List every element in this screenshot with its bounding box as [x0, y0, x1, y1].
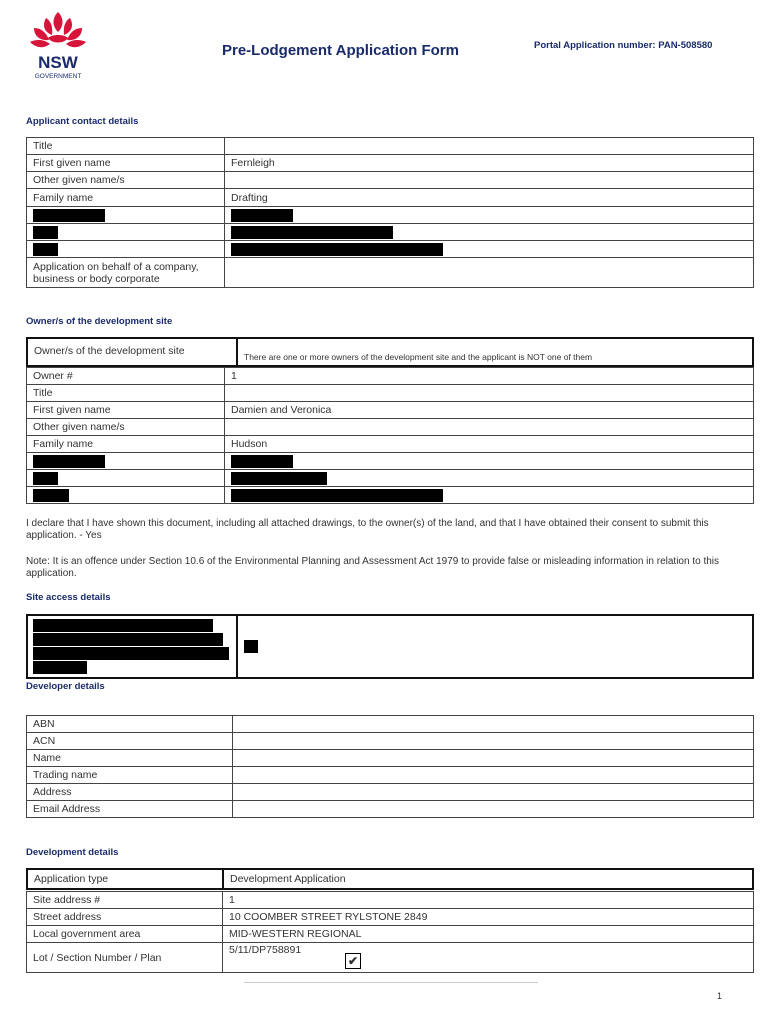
field-value: [233, 733, 754, 750]
field-value: Hudson: [225, 436, 754, 453]
field-label: First given name: [27, 402, 225, 419]
page-number: 1: [716, 991, 722, 1001]
table-row: [27, 155, 754, 172]
development-site-table: [26, 891, 754, 973]
form-title: Pre-Lodgement Application Form: [222, 42, 459, 59]
table-row: [27, 419, 754, 436]
field-value: [233, 801, 754, 818]
table-row: [27, 402, 754, 419]
table-row: [27, 733, 754, 750]
field-label: Title: [27, 385, 225, 402]
field-label: Site address #: [27, 892, 223, 909]
field-label: Application type: [27, 869, 223, 889]
field-label: Email Address: [27, 801, 233, 818]
field-label: First given name: [27, 155, 225, 172]
portal-application-number: Portal Application number: PAN-508580: [534, 40, 713, 51]
redacted-value: [237, 615, 753, 678]
field-label: Other given name/s: [27, 172, 225, 189]
field-value: [233, 750, 754, 767]
table-row: [27, 767, 754, 784]
field-value: [233, 767, 754, 784]
table-row: [27, 138, 754, 155]
field-label: Lot / Section Number / Plan: [27, 943, 223, 973]
redacted-label: [27, 487, 225, 504]
redacted-label: [27, 241, 225, 258]
table-row: [27, 338, 753, 366]
owner-consent-declaration: I declare that I have shown this document, including all attached drawings, to the owner(s) of the land, and that I have obtained their consent to submit this application. - Yes: [26, 518, 709, 541]
site-access-table: [26, 614, 754, 679]
field-value: [233, 784, 754, 801]
table-row: [27, 909, 754, 926]
field-value: 1: [223, 892, 754, 909]
redacted-value: [225, 241, 754, 258]
field-label: Application on behalf of a company, business or body corporate: [27, 258, 225, 288]
development-type-table: [26, 868, 754, 890]
footer-divider: [244, 982, 538, 983]
field-value: [225, 385, 754, 402]
table-row: [27, 224, 754, 241]
field-label: Family name: [27, 436, 225, 453]
table-row: [27, 926, 754, 943]
redacted-label: [27, 224, 225, 241]
field-label: Owner/s of the development site: [27, 338, 237, 366]
field-value: [233, 716, 754, 733]
table-row: [27, 241, 754, 258]
table-row: [27, 368, 754, 385]
field-value: [225, 258, 754, 288]
field-value: Damien and Veronica: [225, 402, 754, 419]
nsw-government-logo: [22, 10, 94, 88]
field-value: 5/11/DP758891: [229, 944, 302, 956]
checkbox-checked-icon[interactable]: ✔: [345, 953, 361, 969]
table-row: [27, 258, 754, 288]
table-row: [27, 892, 754, 909]
field-value: [225, 419, 754, 436]
redacted-label: [27, 615, 237, 678]
table-row: [27, 716, 754, 733]
field-label: Name: [27, 750, 233, 767]
redacted-label: [27, 453, 225, 470]
redacted-label: [27, 470, 225, 487]
redacted-value: [225, 207, 754, 224]
redacted-value: [225, 453, 754, 470]
field-label: Street address: [27, 909, 223, 926]
table-row: [27, 487, 754, 504]
owners-table: [26, 367, 754, 504]
table-row: [27, 750, 754, 767]
field-value: 10 COOMBER STREET RYLSTONE 2849: [223, 909, 754, 926]
field-value: 1: [225, 368, 754, 385]
logo-text-nsw: NSW: [38, 53, 78, 72]
table-row: [27, 385, 754, 402]
section-title-site-access: Site access details: [26, 592, 111, 603]
table-row: [27, 436, 754, 453]
table-row: [27, 207, 754, 224]
table-row: [27, 784, 754, 801]
table-row: [27, 453, 754, 470]
table-row: [27, 869, 753, 889]
field-value: MID-WESTERN REGIONAL: [223, 926, 754, 943]
field-label: Owner #: [27, 368, 225, 385]
redacted-value: [225, 487, 754, 504]
field-label: Local government area: [27, 926, 223, 943]
field-label: ACN: [27, 733, 233, 750]
section-title-development: Development details: [26, 847, 119, 858]
section-title-developer: Developer details: [26, 681, 105, 692]
offence-note: Note: It is an offence under Section 10.6 of the Environmental Planning and Assessment Act 1979 to provide false or misleading information in relation to this application.: [26, 556, 720, 579]
field-value: Development Application: [223, 869, 753, 889]
waratah-icon: [30, 12, 86, 47]
section-title-applicant: Applicant contact details: [26, 116, 139, 127]
field-label: ABN: [27, 716, 233, 733]
section-title-owners: Owner/s of the development site: [26, 316, 173, 327]
field-value: [225, 172, 754, 189]
table-row: [27, 943, 754, 973]
field-value: There are one or more owners of the development site and the applicant is NOT one of them: [237, 338, 753, 366]
table-row: [27, 189, 754, 207]
redacted-label: [27, 207, 225, 224]
field-label: Trading name: [27, 767, 233, 784]
field-label: Other given name/s: [27, 419, 225, 436]
field-label: Family name: [27, 189, 225, 207]
developer-table: [26, 715, 754, 818]
field-value: Drafting: [225, 189, 754, 207]
logo-text-government: GOVERNMENT: [34, 73, 82, 80]
table-row: [27, 615, 753, 678]
owners-header-table: [26, 337, 754, 367]
table-row: [27, 801, 754, 818]
redacted-value: [225, 224, 754, 241]
field-value: Fernleigh: [225, 155, 754, 172]
field-value: [225, 138, 754, 155]
lot-value-cell: [223, 943, 754, 973]
table-row: [27, 172, 754, 189]
field-label: Address: [27, 784, 233, 801]
table-row: [27, 470, 754, 487]
applicant-table: [26, 137, 754, 288]
redacted-value: [225, 470, 754, 487]
field-label: Title: [27, 138, 225, 155]
